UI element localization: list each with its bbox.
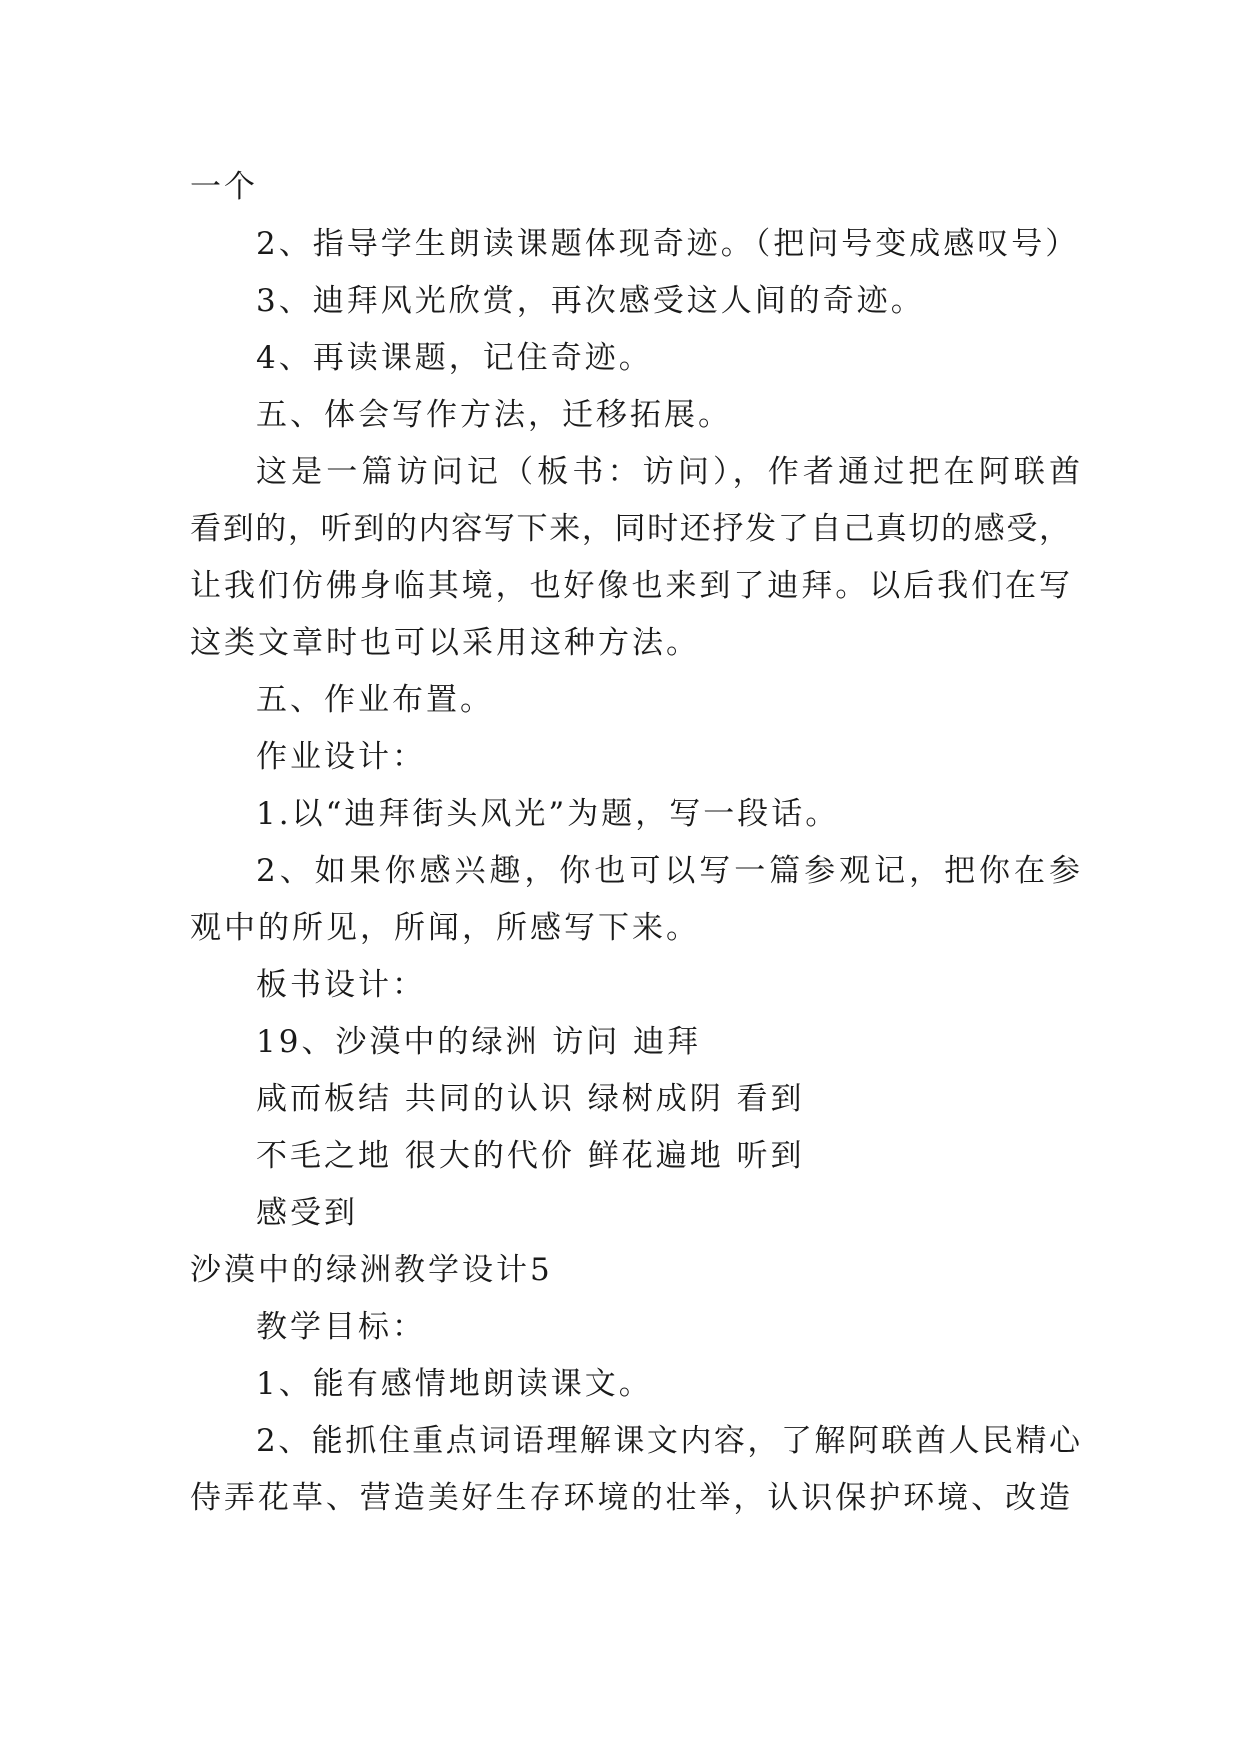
- text-line: 五、作业布置。: [256, 682, 494, 718]
- section-heading: 沙漠中的绿洲教学设计5: [190, 1252, 553, 1288]
- text-line: 板书设计：: [256, 967, 426, 1003]
- text-line: 不毛之地 很大的代价 鲜花遍地 听到: [256, 1138, 805, 1174]
- text-line: 侍弄花草、营造美好生存环境的壮举，认识保护环境、改造: [190, 1480, 1070, 1516]
- text-line: 观中的所见，所闻，所感写下来。: [190, 910, 700, 946]
- text-line: 教学目标：: [256, 1309, 426, 1345]
- text-line: 这类文章时也可以采用这种方法。: [190, 625, 700, 661]
- text-line: 2、如果你感兴趣，你也可以写一篇参观记，把你在参: [256, 853, 1080, 889]
- text-line: 作业设计：: [256, 739, 426, 775]
- text-line: 一个: [190, 169, 258, 205]
- text-line: 4、再读课题，记住奇迹。: [256, 340, 653, 376]
- text-line: 五、体会写作方法，迁移拓展。: [256, 397, 732, 433]
- text-line: 让我们仿佛身临其境，也好像也来到了迪拜。以后我们在写: [190, 568, 1070, 604]
- text-line: 19、沙漠中的绿洲 访问 迪拜: [256, 1024, 702, 1060]
- text-line: 感受到: [256, 1195, 358, 1231]
- text-line: 2、能抓住重点词语理解课文内容，了解阿联酋人民精心: [256, 1423, 1080, 1459]
- text-line: 看到的，听到的内容写下来，同时还抒发了自己真切的感受，: [190, 511, 1070, 547]
- text-line: 1.以“迪拜街头风光”为题，写一段话。: [256, 796, 840, 832]
- text-line: 1、能有感情地朗读课文。: [256, 1366, 653, 1402]
- text-line: 咸而板结 共同的认识 绿树成阴 看到: [256, 1081, 805, 1117]
- text-line: 3、迪拜风光欣赏，再次感受这人间的奇迹。: [256, 283, 925, 319]
- text-line: 2、指导学生朗读课题体现奇迹。（把问号变成感叹号）: [256, 226, 1080, 262]
- text-line: 这是一篇访问记（板书：访问），作者通过把在阿联酋: [256, 454, 1080, 490]
